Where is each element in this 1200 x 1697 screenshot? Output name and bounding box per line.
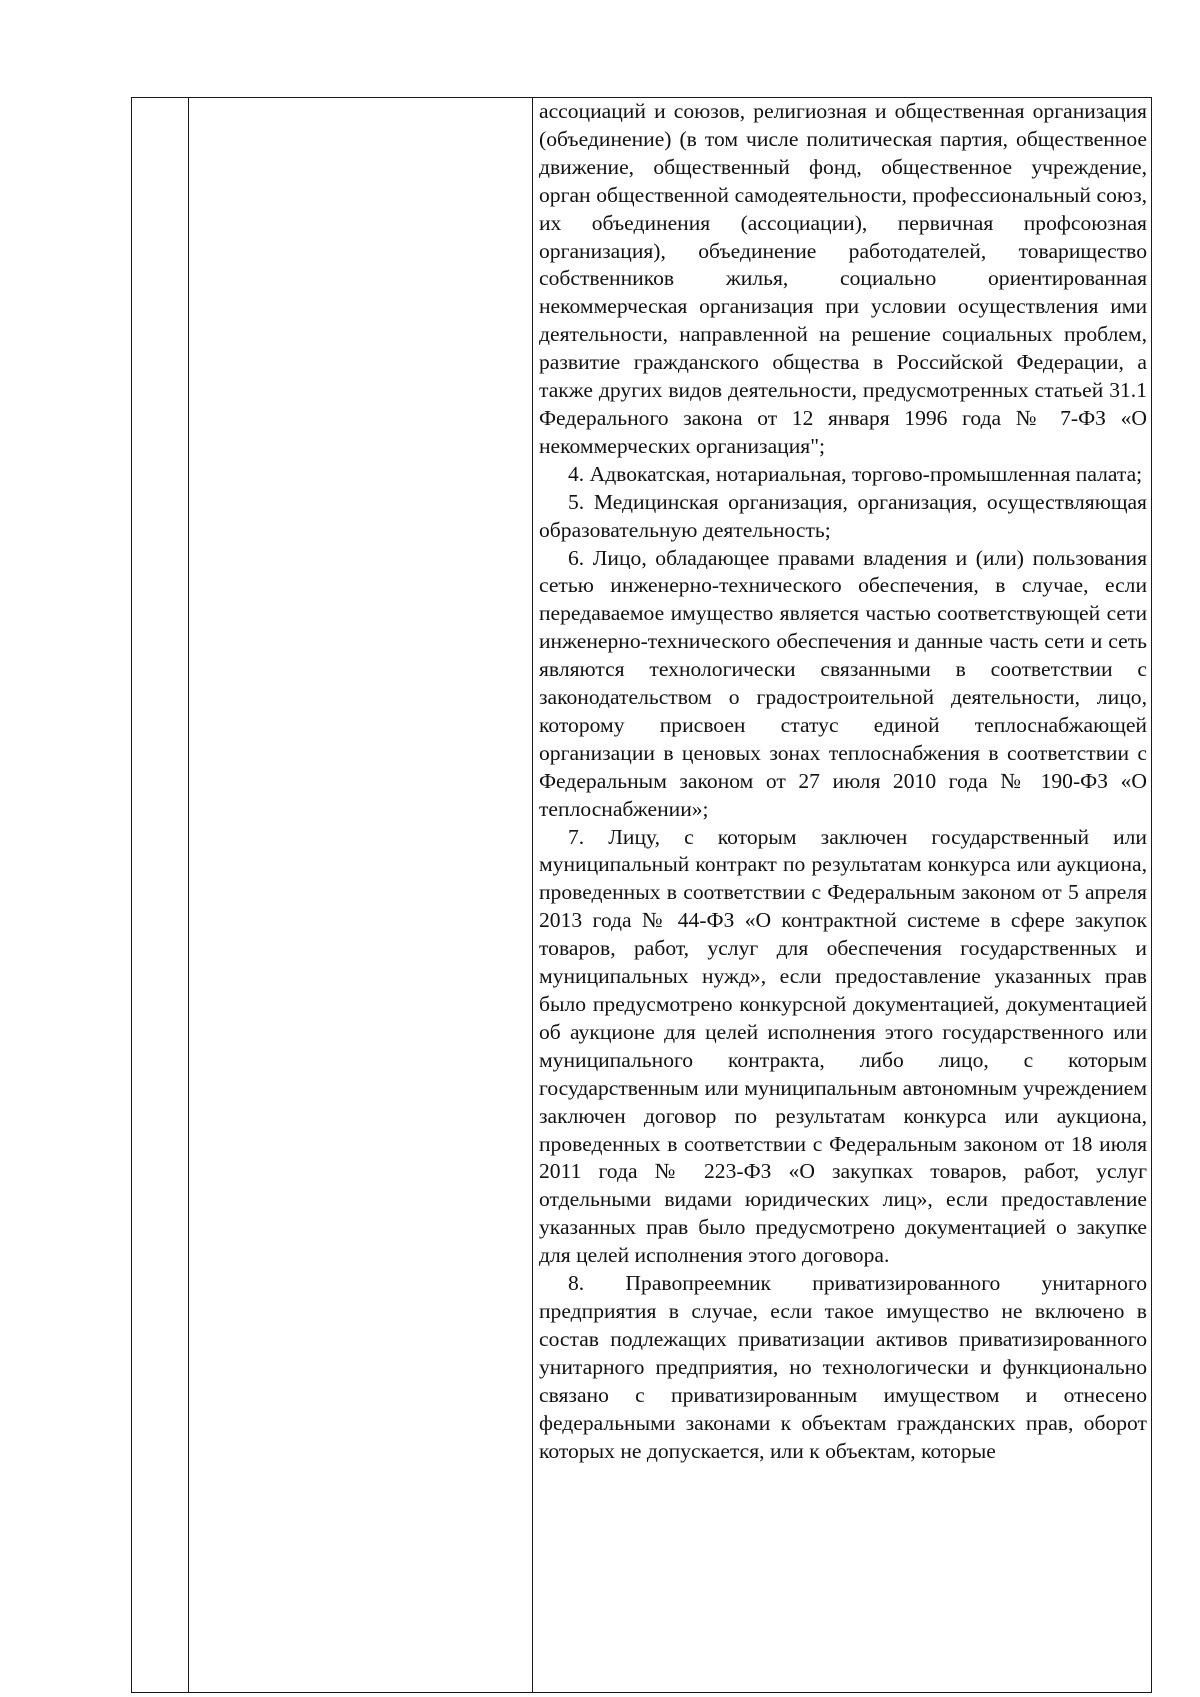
paragraph: 8. Правопреемник приватизированного унитарного предприятия в случае, если такое имущество не включено в состав подлежащих приватизации активов приватизированного унитарного предприятия, но технологически и функционально связано с приватизированным имуществом и отнесено федеральными законами к объектам гражданских прав, оборот которых не допускается, или к объектам, которые: [539, 1271, 1147, 1463]
description-cell: [533, 98, 1152, 1693]
number-cell: [132, 98, 189, 1693]
paragraph: 7. Лицу, с которым заключен государственный или муниципальный контракт по результатам конкурса или аукциона, проведенных в соответствии с Федеральным законом от 5 апреля 2013 года № 44-ФЗ «О контрактной системе в сфере закупок товаров, работ, услуг для обеспечения государственных и муниципальных нужд», если предоставление указанных прав было предусмотрено конкурсной документацией, документацией об аукционе для целей исполнения этого государственного или муниципального контракта, либо лицо, с которым государственным или муниципальным автономным учреждением заключен договор по результатам конкурса или аукциона, проведенных в соответствии с Федеральным законом от 18 июля 2011 года № 223-ФЗ «О закупках товаров, работ, услуг отдельными видами юридических лиц», если предоставление указанных прав было предусмотрено документацией о закупке для целей исполнения этого договора.: [539, 824, 1147, 1268]
paragraph: 5. Медицинская организация, организация, осуществляющая образовательную деятельность;: [539, 489, 1147, 542]
document-table: [131, 97, 1152, 1693]
description-text: [533, 98, 1151, 1465]
paragraph: 4. Адвокатская, нотариальная, торгово-промышленная палата;: [568, 461, 1143, 486]
table-row: [132, 98, 1152, 1693]
name-cell: [189, 98, 533, 1693]
paragraph: 6. Лицо, обладающее правами владения и (или) пользования сетью инженерно-технического обеспечения, в случае, если передаваемое имущество является частью соответствующей сети инженерно-технического обеспечения и данные часть сети и сеть являются технологически связанными в соответствии с законодательством о градостроительной деятельности, лицо, которому присвоен статус единой теплоснабжающей организации в ценовых зонах теплоснабжения в соответствии с Федеральным законом от 27 июля 2010 года № 190-ФЗ «О теплоснабжении»;: [539, 545, 1147, 821]
paragraph: ассоциаций и союзов, религиозная и общественная организация (объединение) (в том числе политическая партия, общественное движение, общественный фонд, общественное учреждение, орган общественной самодеятельности, профессиональный союз, их объединения (ассоциации), первичная профсоюзная организация), объединение работодателей, товарищество собственников жилья, социально ориентированная некоммерческая организация при условии осуществления ими деятельности, направленной на решение социальных проблем, развитие гражданского общества в Российской Федерации, а также других видов деятельности, предусмотренных статьей 31.1 Федерального закона от 12 января 1996 года № 7-ФЗ «О некоммерческих организация";: [539, 99, 1147, 458]
